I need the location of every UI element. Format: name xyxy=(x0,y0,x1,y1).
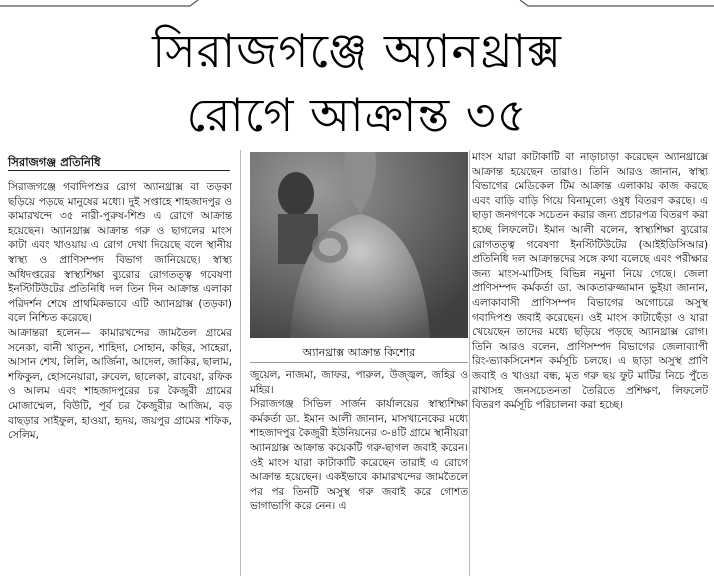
column-1-paragraph-2: আক্রান্তরা হলেন— কামারখন্দের জামতৈল গ্রামের সনেকা, বানী খাতুন, শাহিদা, সোহান, কছির, সাহেরা, আসান শেখ, লিলি, আর্জিনা, আদেল, জাকির, ছালাম, শফিকুল, হোসনেয়ারা, রুবেল, ছালেকা, রাবেয়া, রফিক ও আলম এবং শাহজাদপুরের চর কৈজুরী গ্রামের মোজাম্মেল, বিউটি, পূর্ব চর কৈজুরীর আজিম, বড় বাছড়ার সাইফুল, হাওয়া, হৃদয়, জয়পুর গ্রামের শফিক, সেলিম, xyxy=(8,326,232,442)
column-2-paragraph-1: জুয়েল, নাজমা, জাফর, পারুল, উজ্জ্বল, জহির ও মহির। xyxy=(250,369,468,396)
article-column-2 xyxy=(250,368,468,576)
news-photo xyxy=(250,152,468,338)
caption-rule xyxy=(250,362,468,363)
article-column-3 xyxy=(472,150,708,576)
column-divider-1 xyxy=(240,150,241,576)
page-top-frame xyxy=(0,0,714,8)
article-column-1 xyxy=(8,180,232,576)
column-3-paragraph-1: মাংস যারা কাটাকাটি বা নাড়াচাড়া করেছেন অ্যানথ্রাক্সে আক্রান্ত হয়েছেন তারাও। তিনি আরও জানান, স্বাস্থ্য বিভাগের মেডিকেল টিম আক্রান্ত এলাকায় কাজ করছে এবং বাড়ি বাড়ি গিয়ে বিনামূল্যে ওষুধ বিতরণ করছে। এ ছাড়া জনগণকে সচেতন করার জন্য প্রচারপত্র বিতরণ করা হচ্ছে লিফলেট। ইমান আলী বলেন, স্বাস্থ্যশিক্ষা ব্যুরোর রোগতত্ত্ব গবেষণা ইনস্টিটিউটের (আইইডিসিআর) প্রতিনিধি দল আক্রান্তদের সঙ্গে কথা বলেছে এবং পরীক্ষার জন্য মাংস-মাটিসহ বিভিন্ন নমুনা নিয়ে গেছে। জেলা প্রাণিসম্পদ কর্মকর্তা ডা. আকতারুজ্জামান ভুইয়া জানান, এলাকাবাসী প্রাণিসম্পদ বিভাগের অগোচরে অসুস্থ গবাদিপশু জবাই করেছেন। ওই মাংস কাটাছেঁড়া ও যারা খেয়েছেন তাদের মধ্যে ছড়িয়ে পড়ছে অ্যানথ্রাক্স রোগ। তিনি আরও বলেন, প্রাণিসম্পদ বিভাগের জেলাব্যাপী রিং-ভ্যাকসিনেশন কর্মসূচি চলছে। এ ছাড়া অসুস্থ প্রাণি জবাই ও খাওয়া বন্ধ, মৃত গরু ছয় ফুট মাটির নিচে পুঁতে রাখাসহ জনসচেতনতা তৈরিতে প্রশিক্ষণ, লিফলেট বিতরণ কর্মসূচি পরিচালনা করা হচ্ছে। xyxy=(472,151,708,412)
column-1-paragraph-1: সিরাজগঞ্জে গবাদিপশুর রোগ অ্যানথ্রাক্স বা তড়কা ছড়িয়ে পড়ছে মানুষের মধ্যে। দুই সপ্তাহে শাহজাদপুর ও কামারখন্দে ৩৫ নারী-পুরুষ-শিশু এ রোগে আক্রান্ত হয়েছেন। অ্যানথ্রাক্স আক্রান্ত গরু ও ছাগলের মাংস কাটা এবং খাওয়ায় এ রোগ দেখা দিয়েছে বলে স্থানীয় স্বাস্থ্য ও প্রাণিসম্পদ বিভাগ জানিয়েছে। স্বাস্থ্য অধিদপ্তরের স্বাস্থ্যশিক্ষা ব্যুরোর রোগতত্ত্ব গবেষণা ইনস্টিটিউটের প্রতিনিধি দল তিন দিন আক্রান্ত এলাকা পরিদর্শন শেষে প্রাথমিকভাবে এটি অ্যানথ্রাক্স (তড়কা) বলে নিশ্চিত করেছে। xyxy=(8,181,232,325)
headline-line-2: রোগে আক্রান্ত ৩৫ xyxy=(186,88,528,142)
photo-image xyxy=(250,152,468,338)
byline-rule xyxy=(8,170,230,171)
column-divider-2 xyxy=(469,150,470,576)
headline-line-1: সিরাজগঞ্জে অ্যানথ্রাক্স xyxy=(152,24,562,78)
column-2-paragraph-2: সিরাজগঞ্জ সিভিল সার্জন কার্যালয়ের স্বাস্থ্যশিক্ষা কর্মকর্তা ডা. ইমান আলী জানান, মাসখানেকের মধ্যে শাহজাদপুর কৈজুরী ইউনিয়নের ৩-৪টি গ্রামে স্থানীয়রা অ্যানথ্রাক্স আক্রান্ত কয়েকটি গরু-ছাগল জবাই করেন। ওই মাংস যারা কাটাকাটি করেছেন তারাই এ রোগে আক্রান্ত হয়েছেন। একইভাবে কামারখন্দের জামতৈলে পর পর তিনটি অসুস্থ গরু জবাই করে গোশত ভাগাভাগি করে নেন। এ xyxy=(250,398,468,513)
byline: সিরাজগঞ্জ প্রতিনিধি xyxy=(8,155,101,169)
photo-caption: অ্যানথ্রাক্স আক্রান্ত কিশোর xyxy=(302,346,416,359)
